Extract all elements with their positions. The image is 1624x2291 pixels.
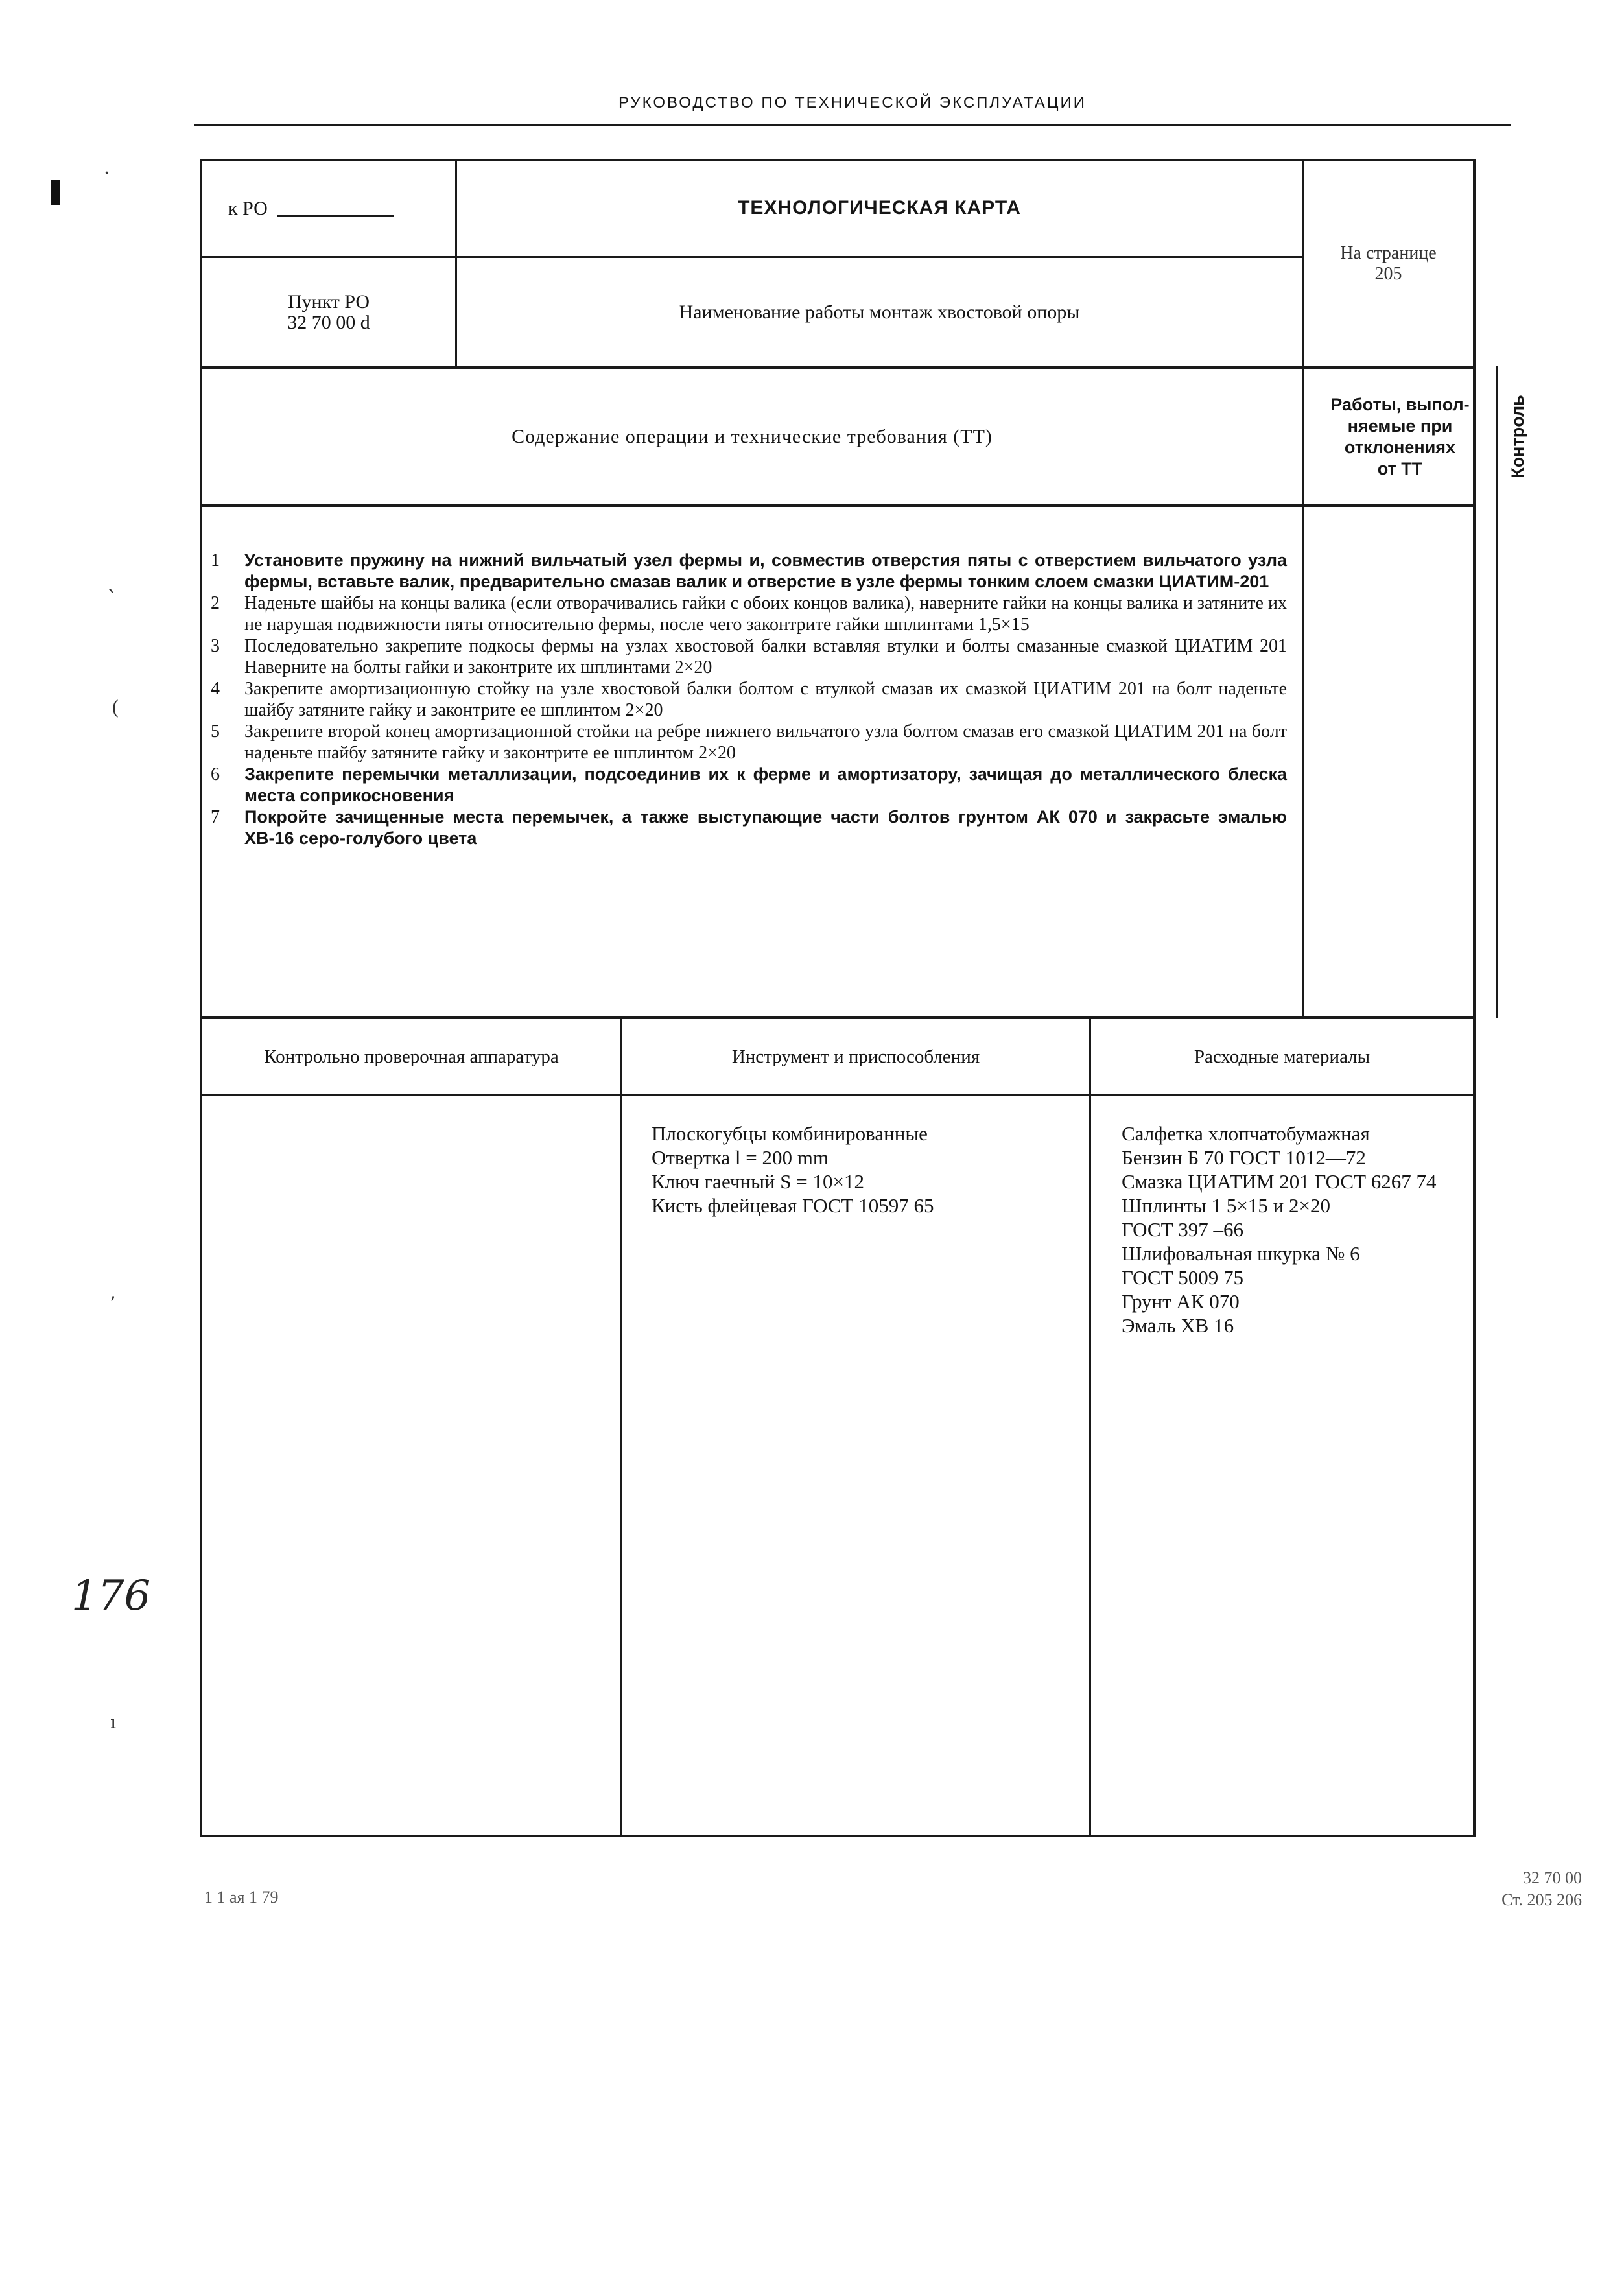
step-text: Наденьте шайбы на концы валика (если отворачивались гайки с обоих концов валика), наверните гайки на концы валика и затяните их не нарушая подвижности пяты относительно фермы, после чего законтрите гайки шплинтами 1,5×15: [244, 593, 1287, 635]
footer-page-range: Ст. 205 206: [1501, 1890, 1582, 1909]
card-title: ТЕХНОЛОГИЧЕСКАЯ КАРТА: [738, 197, 1021, 218]
binding-mark: [51, 180, 60, 205]
list-item: [211, 806, 1287, 849]
footer-right: [1387, 1867, 1582, 1911]
list-item: Отвертка l = 200 mm: [652, 1146, 829, 1169]
list-item: [211, 593, 1287, 635]
margin-tick-mark: ·: [104, 162, 110, 185]
step-text: Закрепите перемычки металлизации, подсоединив их к ферме и амортизатору, зачищая до металлического блеска места соприкосновения: [244, 764, 1287, 805]
punkt-label: Пункт РО: [287, 290, 370, 312]
list-item: Кисть флейцевая ГОСТ 10597 65: [652, 1194, 934, 1217]
step-text: Закрепите второй конец амортизационной стойки на ребре нижнего вильчатого узла болтом смазав его смазкой ЦИАТИМ 201 на болт наденьте шайбу затяните гайку и законтрите ее шплинтом 2×20: [244, 722, 1287, 763]
step-number: 7: [211, 807, 220, 827]
step-number: 6: [211, 764, 220, 784]
list-item: Шплинты 1 5×15 и 2×20: [1122, 1194, 1330, 1217]
footer-left: 1 1 ая 1 79: [204, 1888, 279, 1907]
materials-list: [1122, 1122, 1472, 1337]
operation-steps: [211, 550, 1287, 849]
header-rule: [194, 124, 1511, 126]
list-item: Ключ гаечный S = 10×12: [652, 1170, 864, 1193]
list-item: [211, 764, 1287, 806]
list-item: Салфетка хлопчатобумажная: [1122, 1122, 1370, 1145]
page-label: На странице: [1340, 243, 1437, 263]
content-header: Содержание операции и технические требования (ТТ): [512, 425, 993, 447]
punkt-value: 32 70 00 d: [287, 311, 370, 333]
margin-tick-mark: ʼ: [109, 1293, 115, 1316]
footer-section-code: 32 70 00: [1523, 1868, 1582, 1887]
margin-tick-mark: (: [112, 697, 119, 720]
list-item: Плоскогубцы комбинированные: [652, 1122, 928, 1145]
margin-tick-mark: ˋ: [107, 587, 118, 613]
list-item: Грунт АК 070: [1122, 1290, 1240, 1313]
table-line-content: [200, 504, 1476, 507]
bottom-divider-1: [620, 1016, 622, 1837]
list-item: [211, 635, 1287, 678]
step-text: Последовательно закрепите подкосы фермы на узлах хвостовой балки вставляя втулки и болты смазанные смазкой ЦИАТИМ 201 Наверните на болты гайки и законтрите их шплинтами 2×20: [244, 636, 1287, 677]
col2-header: Инструмент и приспособления: [731, 1046, 980, 1067]
step-number: 2: [211, 593, 220, 613]
step-number: 5: [211, 722, 220, 742]
margin-tick-mark: ı: [110, 1711, 116, 1733]
k-ro-label: к РО: [228, 198, 268, 219]
table-line-bottom-header: [200, 1094, 1476, 1096]
step-number: 3: [211, 636, 220, 656]
col1-header: Контрольно проверочная аппаратура: [264, 1046, 559, 1067]
list-item: [211, 721, 1287, 764]
table-bottom-border: [200, 1835, 1476, 1837]
step-text: Закрепите амортизационную стойку на узле хвостовой балки болтом с втулкой смазав их смазкой ЦИАТИМ 201 на болт наденьте шайбу затяните гайку и законтрите ее шплинтом 2×20: [244, 679, 1287, 720]
control-header-cell: [1498, 369, 1538, 504]
k-ro-cell: [202, 161, 455, 256]
margin-handwritten-note: 176: [71, 1572, 151, 1620]
work-name: Наименование работы монтаж хвостовой опоры: [679, 301, 1080, 323]
list-item: Бензин Б 70 ГОСТ 1012—72: [1122, 1146, 1366, 1169]
step-number: 4: [211, 679, 220, 699]
list-item: Шлифовальная шкурка № 6: [1122, 1242, 1360, 1265]
bottom-divider-2: [1089, 1016, 1091, 1837]
col3-header: Расходные материалы: [1194, 1046, 1371, 1067]
list-item: ГОСТ 5009 75: [1122, 1266, 1244, 1289]
list-item: [211, 678, 1287, 721]
list-item: ГОСТ 397 –66: [1122, 1218, 1244, 1241]
list-item: Эмаль ХВ 16: [1122, 1314, 1234, 1337]
step-number: 1: [211, 550, 220, 570]
punkt-cell: [202, 258, 455, 366]
control-header: Контроль: [1508, 395, 1528, 478]
page-number: 205: [1374, 264, 1402, 284]
tools-list: [652, 1122, 1079, 1217]
step-text: Установите пружину на нижний вильчатый узел фермы и, совместив отверстия пяты с отверстием вильчатого узла фермы, вставьте валик, предварительно смазав валик и отверстие в узле фермы тонким слоем смазки ЦИАТИМ-201: [244, 550, 1287, 591]
k-ro-blank-field: [277, 201, 394, 217]
page-cell: [1304, 161, 1473, 366]
running-header: РУКОВОДСТВО ПО ТЕХНИЧЕСКОЙ ЭКСПЛУАТАЦИИ: [618, 94, 1087, 112]
step-text: Покройте зачищенные места перемычек, а также выступающие части болтов грунтом АК 070 и закрасьте эмалью ХВ-16 серо-голубого цвета: [244, 807, 1287, 848]
deviation-header: Работы, выпол- няемые при отклонениях от ТТ: [1330, 394, 1470, 478]
list-item: [211, 550, 1287, 593]
list-item: Смазка ЦИАТИМ 201 ГОСТ 6267 74: [1122, 1170, 1437, 1193]
